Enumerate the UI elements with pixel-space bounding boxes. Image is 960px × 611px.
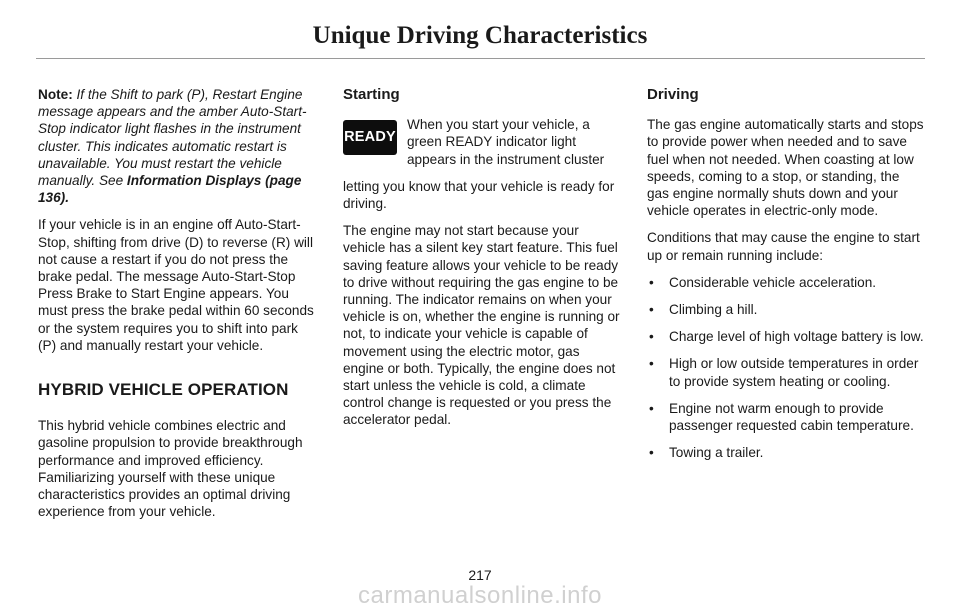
engine-off-paragraph: If your vehicle is in an engine off Auto-Start-Stop, shifting from drive (D) to reverse (R) will not cause a restart if you do not press the brake pedal. The message Auto-Start-Stop Press Brake to Start Engine appears. You must press the brake pedal within 60 seconds or the system requires you to shift into park (P) and manually restart your vehicle. bbox=[38, 217, 314, 353]
note-label: Note: bbox=[38, 87, 73, 102]
conditions-list bbox=[647, 274, 925, 462]
column-right bbox=[647, 86, 925, 471]
hybrid-intro-paragraph: This hybrid vehicle combines electric and gasoline propulsion to provide breakthrough performance and improved efficiency. Familiarizing yourself with these unique characteristics provides an optimal driving experience from your vehicle. bbox=[38, 418, 303, 520]
hybrid-operation-heading: HYBRID VEHICLE OPERATION bbox=[38, 380, 289, 400]
ready-indicator-icon bbox=[343, 120, 397, 155]
list-item: • Towing a trailer. bbox=[647, 444, 925, 461]
driving-paragraph: The gas engine automatically starts and stops to provide power when needed and to save fuel when not needed. When coasting at low speeds, coming to a stop, or standing, the gas engine normally shuts down and your vehicle operates in electric-only mode. bbox=[647, 117, 924, 219]
ready-indicator-block bbox=[343, 116, 623, 168]
list-item: • Engine not warm enough to provide passenger requested cabin temperature. bbox=[647, 400, 925, 434]
column-left bbox=[38, 86, 318, 530]
list-item: • Considerable vehicle acceleration. bbox=[647, 274, 925, 291]
ready-description-continued: letting you know that your vehicle is ready for driving. bbox=[343, 178, 615, 212]
starting-heading: Starting bbox=[343, 86, 400, 103]
information-displays-link[interactable]: Information Displays (page 136). bbox=[38, 173, 302, 206]
list-item: • High or low outside temperatures in order to provide system heating or cooling. bbox=[647, 355, 925, 389]
note-paragraph bbox=[38, 86, 318, 206]
page-number: 217 bbox=[468, 567, 492, 583]
watermark: carmanualsonline.info bbox=[358, 582, 602, 609]
page-title: Unique Driving Characteristics bbox=[312, 22, 648, 49]
header-divider bbox=[36, 58, 925, 59]
list-item: • Climbing a hill. bbox=[647, 301, 925, 318]
silent-start-paragraph: The engine may not start because your vehicle has a silent key start feature. This fuel saving feature allows your vehicle to be ready to drive without requiring the gas engine to be running. The indicator remains on when your vehicle is on, whether the engine is running or not, to indicate your vehicle is capable of movement using the electric motor, gas engine or both. Typically, the engine does not start unless the vehicle is cold, a climate control change is requested or you press the accelerator pedal. bbox=[343, 223, 620, 428]
conditions-intro: Conditions that may cause the engine to start up or remain running include: bbox=[647, 230, 920, 263]
ready-indicator-label: READY bbox=[344, 129, 396, 146]
ready-description: When you start your vehicle, a green READY indicator light appears in the instrument cluster bbox=[407, 117, 605, 167]
column-middle bbox=[343, 86, 623, 439]
list-item: • Charge level of high voltage battery is low. bbox=[647, 328, 925, 345]
driving-heading: Driving bbox=[647, 86, 699, 103]
note-text: If the Shift to park (P), Restart Engine message appears and the amber Auto-Start-Stop indicator light flashes in the instrument cluster. This indicates automatic restart is unavailable. You must restart the vehicle manually. See bbox=[38, 87, 307, 189]
